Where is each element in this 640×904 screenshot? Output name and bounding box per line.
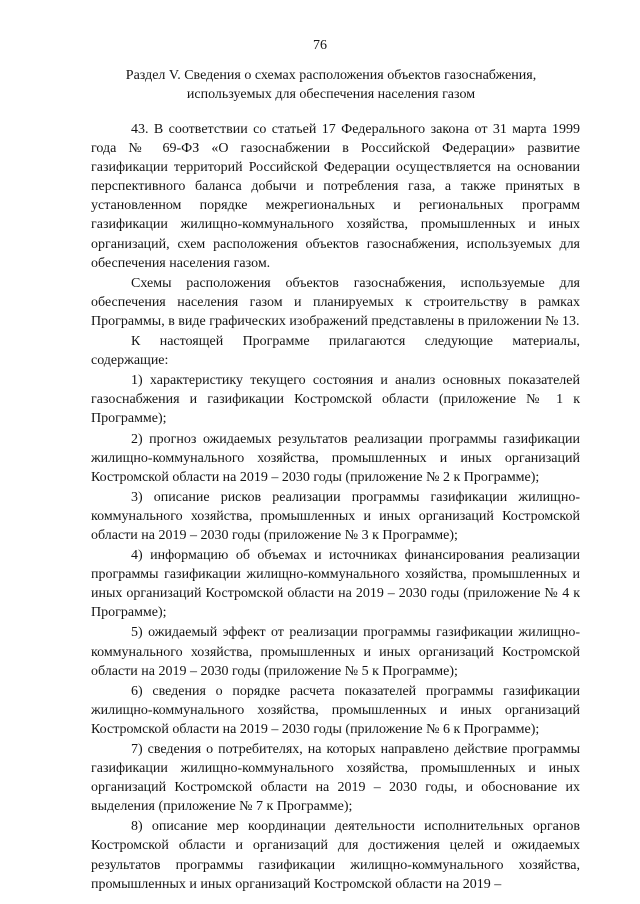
list-item-7: 7) сведения о потребителях, на которых направлено действие программы газификации жилищно-коммунального хозяйства, промышленных и иных организаций Костромской области на 2019 – 2030 годы, и обоснование их выделения (приложение № 7 к Программе); bbox=[91, 742, 580, 815]
paragraph-43: 43. В соответствии со статьей 17 Федерального закона от 31 марта 1999 года № 69-ФЗ «О газоснабжении в Российской Федерации» развитие газификации территорий Российской Федерации осуществляется на основании перспективного баланса добычи и потребления газа, а также принятых в установленном порядке межрегиональных и региональных программ газификации жилищно-коммунального хозяйства, промышленных и иных организаций, схем расположения объектов газоснабжения, используемых для обеспечения населения газом. bbox=[91, 122, 580, 271]
document-body bbox=[91, 120, 580, 894]
section-heading: Раздел V. Сведения о схемах расположения объектов газоснабжения, используемых для обеспечения населения газом bbox=[125, 68, 537, 102]
list-item-6: 6) сведения о порядке расчета показателей программы газификации жилищно-коммунального хозяйства, промышленных и иных организаций Костромской области на 2019 – 2030 годы (приложение № 6 к Программе); bbox=[91, 683, 580, 737]
paragraph-materials-intro: К настоящей Программе прилагаются следующие материалы, содержащие: bbox=[91, 334, 580, 369]
list-item-3: 3) описание рисков реализации программы газификации жилищно-коммунального хозяйства, промышленных и иных организаций Костромской области на 2019 – 2030 годы (приложение № 3 к Программе); bbox=[91, 489, 580, 543]
list-item-2: 2) прогноз ожидаемых результатов реализации программы газификации жилищно-коммунального хозяйства, промышленных и иных организаций Костромской области на 2019 – 2030 годы (приложение № 2 к Программе); bbox=[91, 431, 580, 485]
list-item-4: 4) информацию об объемах и источниках финансирования реализации программы газификации жилищно-коммунального хозяйства, промышленных и иных организаций Костромской области на 2019 – 2030 годы (приложение № 4 к Программе); bbox=[91, 548, 580, 621]
list-item-1: 1) характеристику текущего состояния и анализ основных показателей газоснабжения и газификации Костромской области (приложение № 1 к Программе); bbox=[91, 373, 580, 427]
list-item-5: 5) ожидаемый эффект от реализации программы газификации жилищно-коммунального хозяйства, промышленных и иных организаций Костромской области на 2019 – 2030 годы (приложение № 5 к Программе); bbox=[91, 625, 580, 679]
list-item-8: 8) описание мер координации деятельности исполнительных органов Костромской области и организаций для достижения целей и ожидаемых результатов программы газификации жилищно-коммунального хозяйства, промышленных и иных организаций Костромской области на 2019 – bbox=[91, 819, 580, 892]
paragraph-schemes: Схемы расположения объектов газоснабжения, используемые для обеспечения населения газом и планируемых к строительству в рамках Программы, в виде графических изображений представлены в приложении № 13. bbox=[91, 275, 580, 329]
page-number: 76 bbox=[313, 38, 327, 53]
